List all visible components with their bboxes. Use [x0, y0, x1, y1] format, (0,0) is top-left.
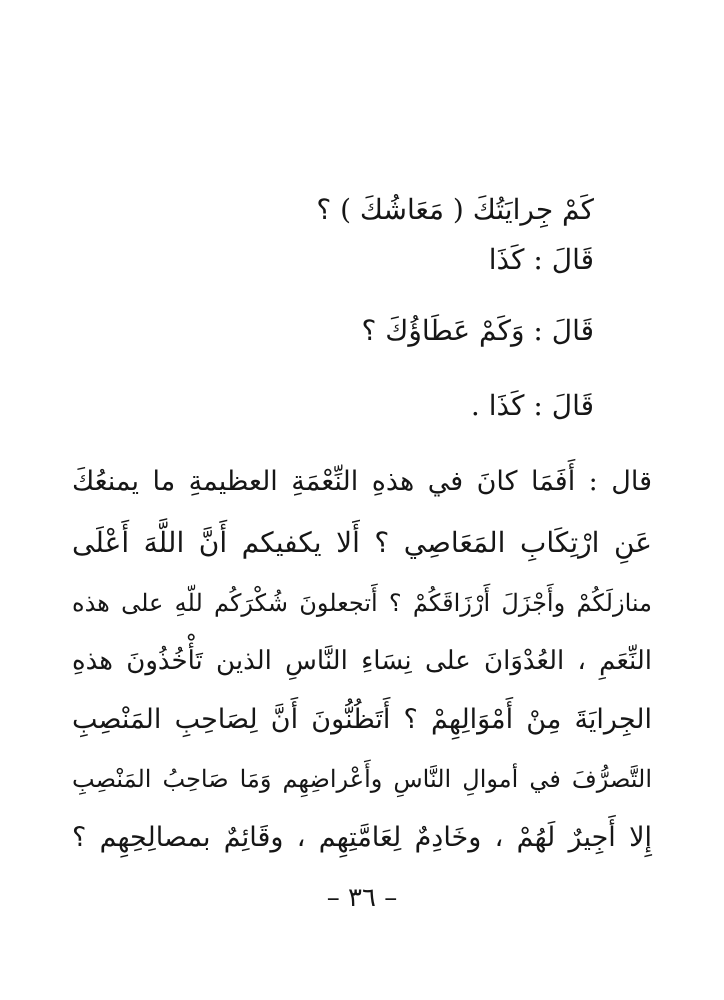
page-number: – ٣٦ –: [326, 883, 398, 913]
text-line-2: قَالَ : كَذَا: [488, 243, 594, 276]
text-line-6: عَنِ ارْتِكَابِ المَعَاصِي ؟ أَلا يكفيكم أَنَّ اللَّهَ أَعْلَى: [72, 526, 652, 559]
text-line-1: كَمْ جِرايَتُكَ ( مَعَاشُكَ ) ؟: [316, 193, 594, 226]
text-line-4: قَالَ : كَذَا .: [470, 389, 594, 422]
text-line-5: قال : أَفَمَا كانَ في هذهِ النِّعْمَةِ العظيمةِ ما يمنعُكَ: [72, 466, 652, 497]
text-line-11: إِلا أَجِيرٌ لَهُمْ ، وخَادِمٌ لِعَامَّتِهِم ، وقَائِمٌ بمصالِحِهِم ؟: [72, 822, 653, 853]
text-line-8: النِّعَمِ ، العُدْوَانَ على نِسَاءِ النَّاسِ الذين تَأْخُذُونَ هذهِ: [72, 646, 652, 676]
text-line-3: قَالَ : وَكَمْ عَطَاؤُكَ ؟: [361, 314, 594, 347]
text-line-10: التَّصرُّفَ في أموالِ النَّاسِ وأَعْراضِهِم وَمَا صَاحِبُ المَنْصِبِ: [72, 765, 652, 793]
text-line-7: منازلَكُمْ وأَجْزَلَ أَرْزَاقَكُمْ ؟ أَتجعلونَ شُكْرَكُم للّهِ على هذه: [72, 589, 652, 617]
text-line-9: الجِرايَةَ مِنْ أَمْوَالِهِمْ ؟ أَتَظُنُّونَ أَنَّ لِصَاحِبِ المَنْصِبِ: [72, 704, 652, 735]
